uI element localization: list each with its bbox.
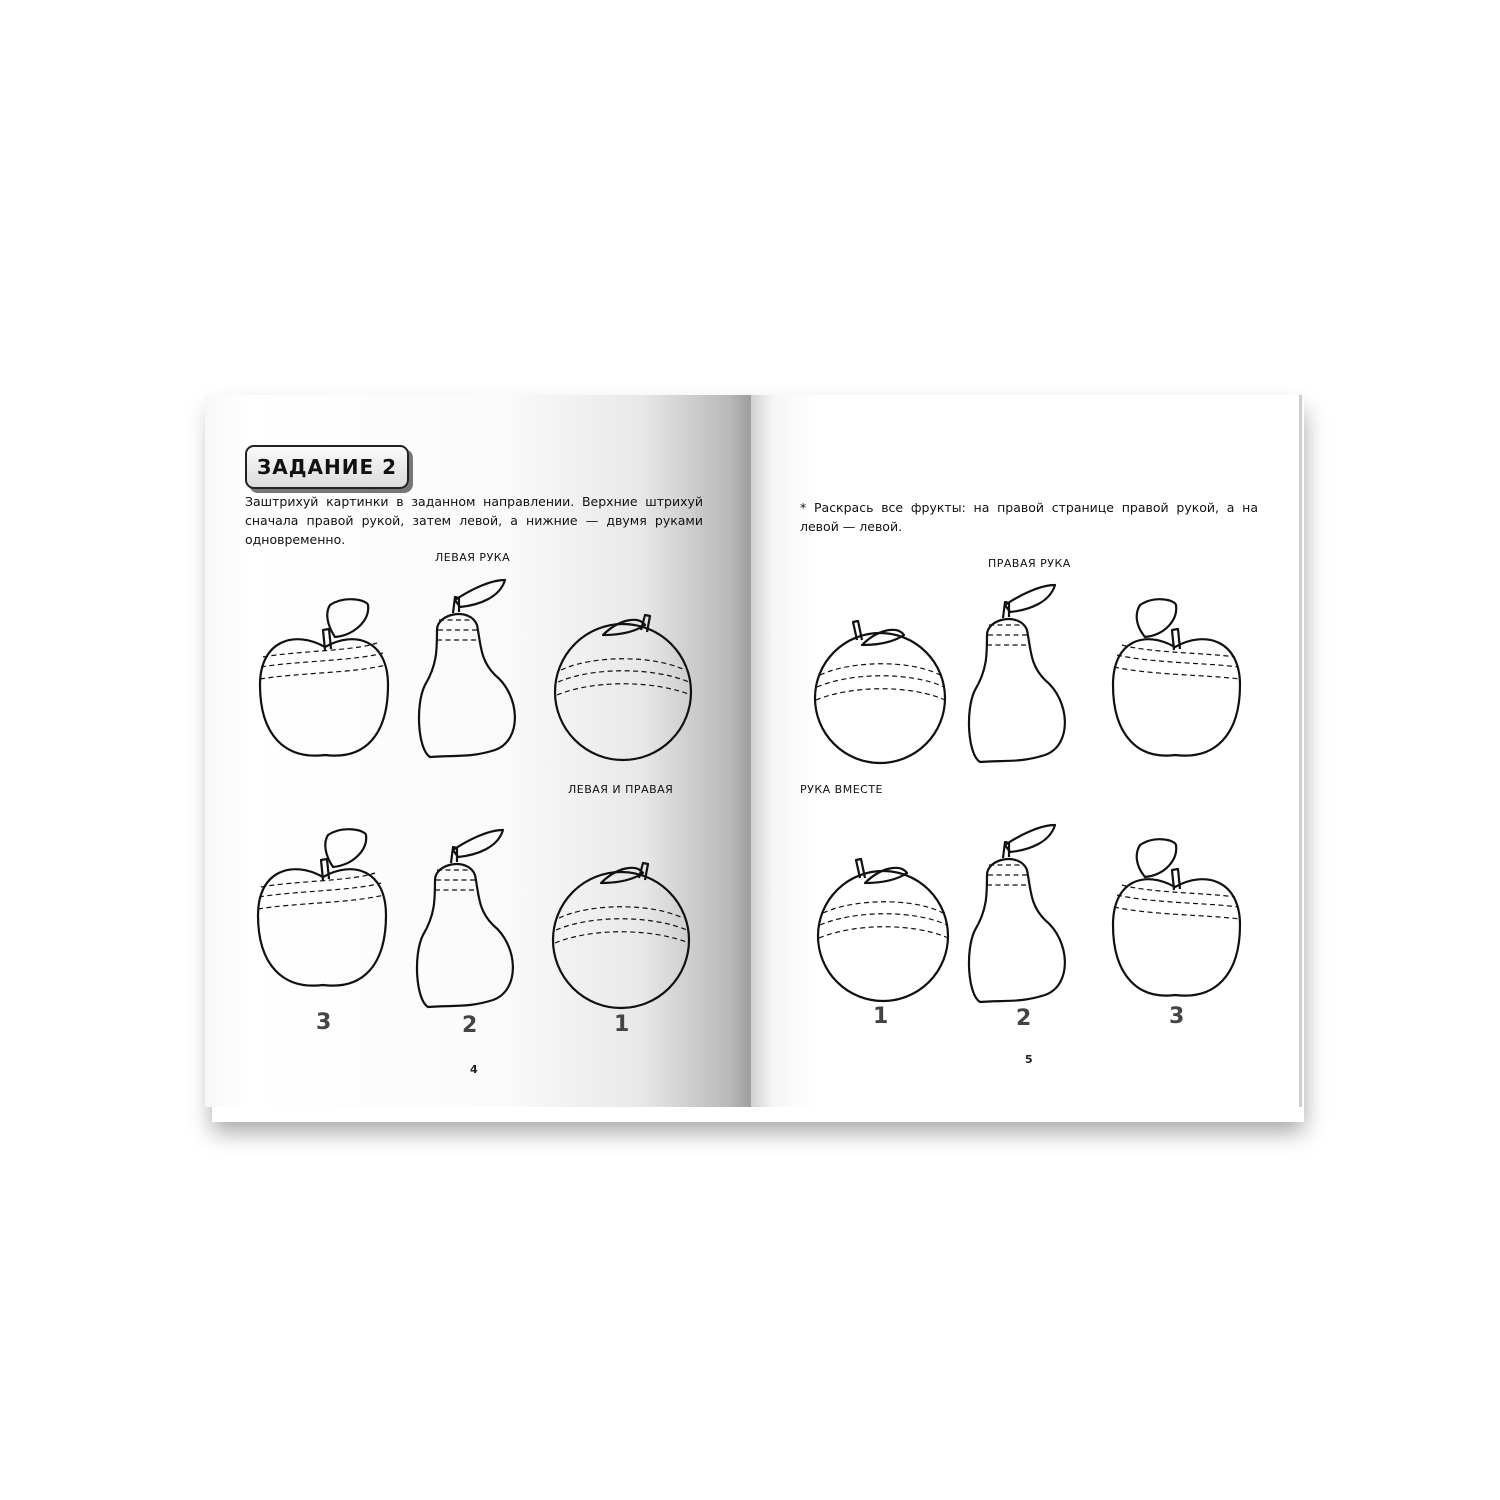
page-number-right: 5 bbox=[1025, 1053, 1033, 1066]
pear-icon bbox=[965, 820, 1085, 1010]
apple-icon bbox=[1110, 595, 1250, 765]
task-title: ЗАДАНИЕ 2 bbox=[257, 455, 397, 479]
fruit-number-left-2: 2 bbox=[462, 1013, 478, 1038]
apple-icon bbox=[255, 595, 395, 765]
pear-icon bbox=[965, 580, 1085, 770]
orange-icon bbox=[553, 600, 698, 765]
label-right-hand: ПРАВАЯ РУКА bbox=[988, 557, 1071, 570]
left-instruction: Заштрихуй картинки в заданном направлении. Верхние штрихуй сначала правой рукой, затем левой, а нижние — двумя руками одновременно. bbox=[245, 494, 703, 547]
label-left-and-right: ЛЕВАЯ И ПРАВАЯ bbox=[568, 783, 674, 796]
right-instruction: * Раскрась все фрукты: на правой странице правой рукой, а на левой — левой. bbox=[800, 500, 1258, 534]
fruit-number-left-3: 1 bbox=[614, 1012, 630, 1037]
fruit-number-right-2: 2 bbox=[1016, 1006, 1032, 1031]
pear-icon bbox=[415, 575, 535, 765]
apple-icon bbox=[1110, 835, 1250, 1005]
orange-icon bbox=[551, 848, 696, 1013]
fruit-number-right-1: 1 bbox=[873, 1004, 889, 1029]
task-badge bbox=[245, 445, 409, 489]
label-left-hand: ЛЕВАЯ РУКА bbox=[435, 551, 511, 564]
fruit-number-right-3: 3 bbox=[1169, 1004, 1185, 1029]
orange-icon bbox=[812, 610, 957, 775]
apple-icon bbox=[253, 825, 393, 995]
label-hand-together: РУКА ВМЕСТЕ bbox=[800, 783, 884, 796]
pear-icon bbox=[413, 825, 533, 1015]
orange-icon bbox=[815, 848, 960, 1013]
fruit-number-left-1: 3 bbox=[316, 1010, 332, 1035]
page-number-left: 4 bbox=[470, 1063, 478, 1076]
